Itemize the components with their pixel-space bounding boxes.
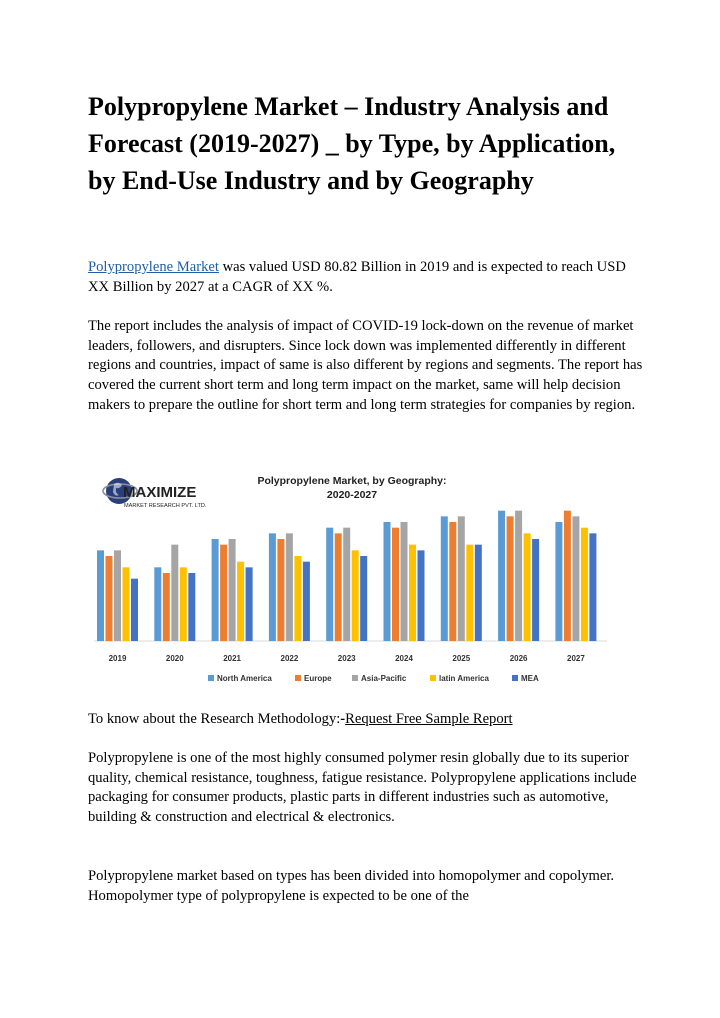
legend-swatch <box>295 675 301 681</box>
bar-2020-north-america <box>154 567 161 641</box>
bar-2023-latin-america <box>352 550 359 641</box>
bar-2027-europe <box>564 511 571 641</box>
bar-2022-latin-america <box>294 556 301 641</box>
bars-group <box>97 511 596 641</box>
x-tick-label: 2019 <box>108 654 127 663</box>
bar-2025-latin-america <box>466 545 473 641</box>
bar-2023-mea <box>360 556 367 641</box>
x-tick-label: 2023 <box>337 654 356 663</box>
legend-label: latin America <box>439 674 489 683</box>
bar-2020-latin-america <box>180 567 187 641</box>
legend-label: MEA <box>521 674 539 683</box>
bar-2021-asia-pacific <box>229 539 236 641</box>
methodology-dash: - <box>340 711 346 727</box>
x-tick-labels <box>109 654 586 663</box>
request-sample-link[interactable]: Request Free Sample Report <box>345 711 513 727</box>
logo-tagline: MARKET RESEARCH PVT. LTD. <box>124 503 207 509</box>
types-paragraph: Polypropylene market based on types has been divided into homopolymer and copolymer. Homopolymer type of polypropylene is expected to be one of the <box>88 868 615 904</box>
bar-2022-europe <box>277 539 284 641</box>
bar-2027-mea <box>589 533 596 641</box>
chart-subtitle: 2020-2027 <box>326 489 378 501</box>
bar-2020-asia-pacific <box>171 545 178 641</box>
logo-name: MAXIMIZE <box>123 484 197 501</box>
intro-paragraph <box>88 258 648 297</box>
bar-2021-mea <box>246 567 253 641</box>
bar-2021-latin-america <box>237 562 244 641</box>
legend-swatch <box>512 675 518 681</box>
polypropylene-market-link[interactable]: Polypropylene Market <box>88 259 219 275</box>
bar-2021-europe <box>220 545 227 641</box>
bar-2023-north-america <box>326 528 333 641</box>
x-tick-label: 2026 <box>509 654 528 663</box>
bar-2026-mea <box>532 539 539 641</box>
legend-swatch <box>352 675 358 681</box>
bar-2027-asia-pacific <box>572 516 579 641</box>
bar-2026-asia-pacific <box>515 511 522 641</box>
bar-2026-north-america <box>498 511 505 641</box>
chart-title: Polypropylene Market, by Geography: <box>257 475 447 487</box>
x-tick-label: 2022 <box>280 654 299 663</box>
x-tick-label: 2025 <box>452 654 471 663</box>
x-tick-label: 2024 <box>395 654 413 663</box>
bar-2023-asia-pacific <box>343 528 350 641</box>
chart-svg <box>90 465 620 697</box>
legend-label: Europe <box>304 674 332 683</box>
bar-2022-asia-pacific <box>286 533 293 641</box>
bar-2021-north-america <box>212 539 219 641</box>
bar-2024-europe <box>392 528 399 641</box>
bar-2025-europe <box>449 522 456 641</box>
legend-swatch <box>430 675 436 681</box>
bar-2022-north-america <box>269 533 276 641</box>
bar-2020-mea <box>188 573 195 641</box>
bar-2027-latin-america <box>581 528 588 641</box>
bar-2019-asia-pacific <box>114 550 121 641</box>
x-tick-label: 2020 <box>165 654 184 663</box>
methodology-paragraph <box>88 710 648 730</box>
bar-2025-north-america <box>441 516 448 641</box>
chart-figure <box>90 465 620 697</box>
methodology-prefix: To know about the Research Methodology: <box>88 711 341 727</box>
applications-paragraph: Polypropylene is one of the most highly consumed polymer resin globally due to its superior quality, chemical resistance, toughness, fatigue resistance. Polypropylene applications include packaging for consumer products, plastic parts in different industries such as automotive, building & construction and electrical & electronics. <box>88 750 637 826</box>
bar-2023-europe <box>335 533 342 641</box>
covid-paragraph: The report includes the analysis of impact of COVID-19 lock-down on the revenue of market leaders, followers, and disrupters. Since lock down was implemented differently in different regions and countries, impact of same is also different by regions and segments. The report has covered the current short term and long term impact on the market, same will help decision makers to prepare the outline for short term and long term strategies for companies by region. <box>88 318 643 413</box>
bar-2026-latin-america <box>524 533 531 641</box>
bar-2024-latin-america <box>409 545 416 641</box>
chart-legend <box>208 674 539 683</box>
bar-2024-mea <box>418 550 425 641</box>
bar-2019-europe <box>106 556 113 641</box>
legend-label: North America <box>217 674 272 683</box>
document-title: Polypropylene Market – Industry Analysis and Forecast (2019-2027) _ by Type, by Application, by End-Use Industry and by Geography <box>88 92 616 195</box>
company-logo <box>103 478 207 509</box>
bar-2020-europe <box>163 573 170 641</box>
x-tick-label: 2027 <box>567 654 585 663</box>
legend-label: Asia-Pacific <box>361 674 407 683</box>
intro-text: was valued USD 80.82 Billion in 2019 and is expected to reach USD XX Billion by 2027 at a CAGR of XX %. <box>88 259 626 295</box>
bar-2024-asia-pacific <box>401 522 408 641</box>
bar-2024-north-america <box>384 522 391 641</box>
bar-2025-mea <box>475 545 482 641</box>
legend-swatch <box>208 675 214 681</box>
bar-2025-asia-pacific <box>458 516 465 641</box>
x-tick-label: 2021 <box>223 654 241 663</box>
bar-2019-north-america <box>97 550 104 641</box>
bar-2027-north-america <box>555 522 562 641</box>
bar-2019-mea <box>131 579 138 641</box>
bar-2019-latin-america <box>123 567 130 641</box>
bar-2026-europe <box>507 516 514 641</box>
bar-2022-mea <box>303 562 310 641</box>
